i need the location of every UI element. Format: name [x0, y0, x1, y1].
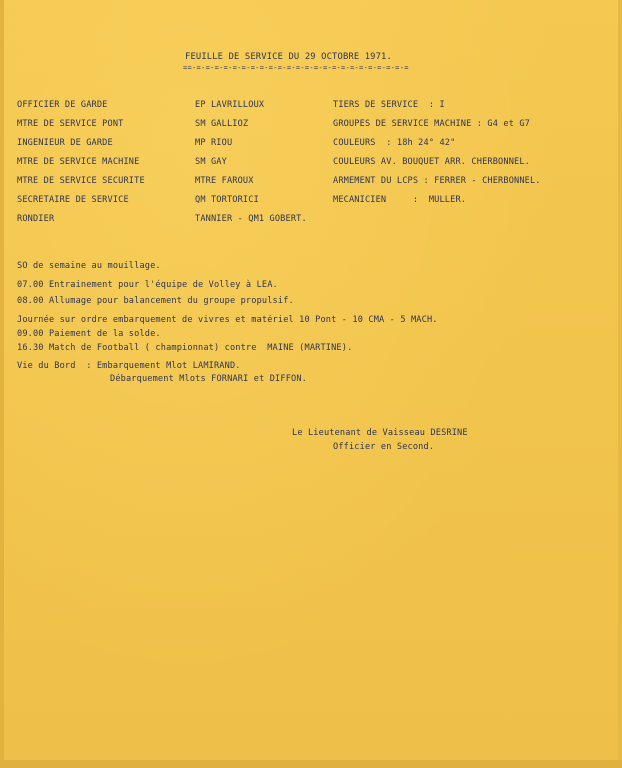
document-title: FEUILLE DE SERVICE DU 29 OCTOBRE 1971.	[185, 52, 392, 62]
roster-role: SECRETAIRE DE SERVICE	[17, 195, 129, 205]
roster-duty: MECANICIEN : MULLER.	[333, 195, 467, 205]
roster-duty: ARMEMENT DU LCPS : FERRER - CHERBONNEL.	[333, 176, 541, 186]
roster-duty: COULEURS : 18h 24° 42"	[333, 138, 456, 148]
schedule-line: 09.00 Paiement de la solde.	[17, 329, 161, 339]
roster-role: INGENIEUR DE GARDE	[17, 138, 113, 148]
vie-du-bord-line: Vie du Bord : Embarquement Mlot LAMIRAND.	[17, 361, 241, 371]
signature-name: Le Lieutenant de Vaisseau DESRINE	[292, 428, 468, 438]
schedule-line: 16.30 Match de Football ( championnat) contre MAINE (MARTINE).	[17, 343, 353, 353]
roster-name: SM GALLIOZ	[195, 119, 249, 129]
paper-bottom-edge	[0, 760, 622, 768]
vie-du-bord-line: Débarquement Mlots FORNARI et DIFFON.	[110, 374, 307, 384]
roster-role: MTRE DE SERVICE MACHINE	[17, 157, 140, 167]
roster-role: OFFICIER DE GARDE	[17, 100, 108, 110]
roster-name: SM GAY	[195, 157, 227, 167]
roster-name: QM TORTORICI	[195, 195, 259, 205]
roster-name: MTRE FAROUX	[195, 176, 254, 186]
roster-role: MTRE DE SERVICE PONT	[17, 119, 124, 129]
roster-name: MP RIOU	[195, 138, 233, 148]
paper-edge-left	[0, 0, 4, 768]
roster-role: RONDIER	[17, 214, 55, 224]
anchorage-note: SO de semaine au mouillage.	[17, 261, 161, 271]
title-underline: ==-=-=-=-=-=-=-=-=-=-=-=-=-=-=-=-=-=-=-=-=-=-=-=-=	[183, 64, 409, 72]
schedule-line: 07.00 Entrainement pour l'équipe de Volley à LEA.	[17, 280, 278, 290]
paper-edge-right	[618, 0, 622, 768]
roster-name: EP LAVRILLOUX	[195, 100, 265, 110]
schedule-line: Journée sur ordre embarquement de vivres et matériel 10 Pont - 10 CMA - 5 MACH.	[17, 315, 438, 325]
signature-title: Officier en Second.	[333, 442, 435, 452]
schedule-line: 08.00 Allumage pour balancement du groupe propulsif.	[17, 296, 294, 306]
roster-name: TANNIER - QM1 GOBERT.	[195, 214, 307, 224]
roster-role: MTRE DE SERVICE SECURITE	[17, 176, 145, 186]
roster-duty: GROUPES DE SERVICE MACHINE : G4 et G7	[333, 119, 530, 129]
roster-duty: TIERS DE SERVICE : I	[333, 100, 445, 110]
roster-duty: COULEURS AV. BOUQUET ARR. CHERBONNEL.	[333, 157, 530, 167]
